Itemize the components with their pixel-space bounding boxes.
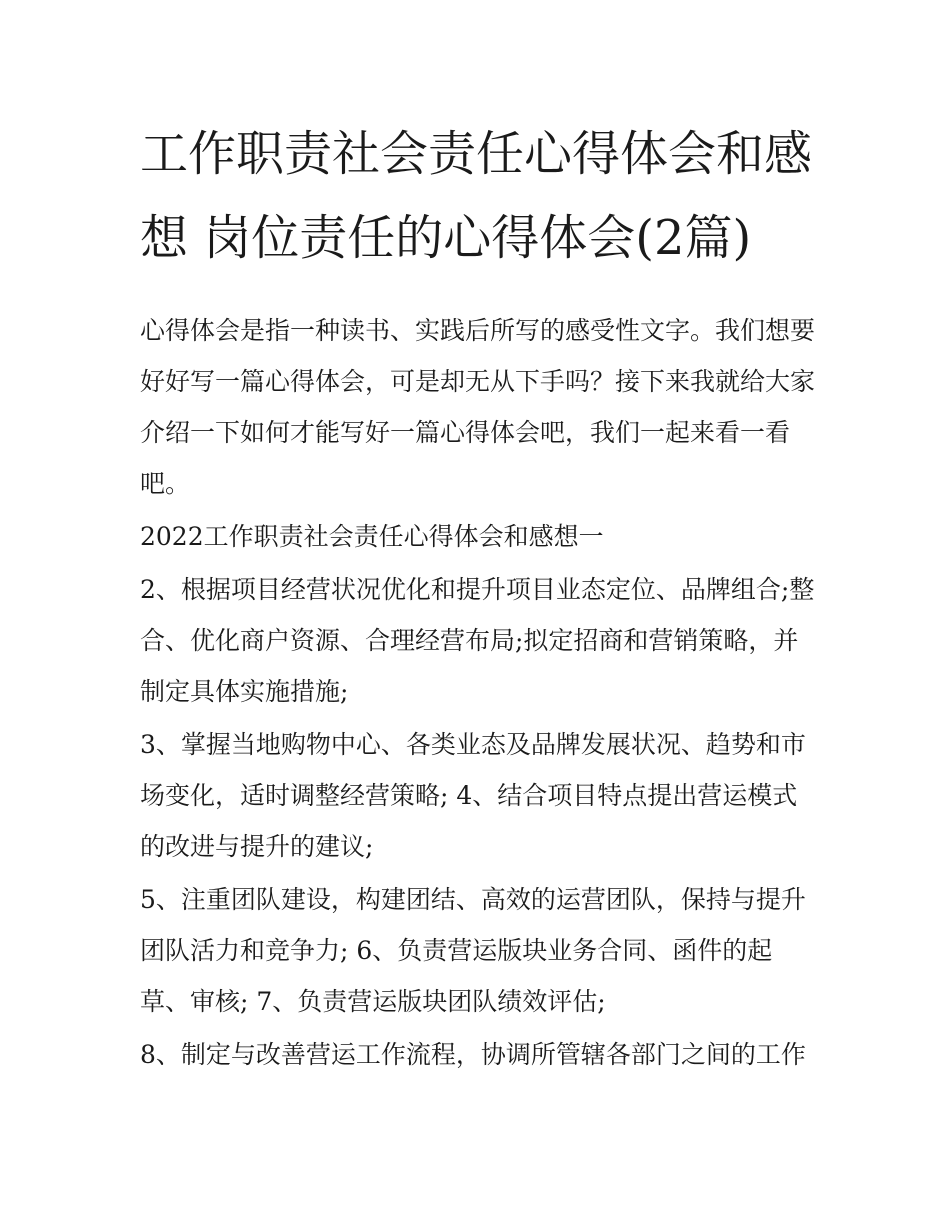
section-heading: 2022工作职责社会责任心得体会和感想一: [140, 522, 604, 551]
list-item-8: 8、制定与改善营运工作流程，协调所管辖各部门之间的工作: [140, 1040, 806, 1069]
document-title: 工作职责社会责任心得体会和感想 岗位责任的心得体会(2篇): [140, 126, 813, 266]
list-item-5-7: 5、注重团队建设，构建团结、高效的运营团队，保持与提升团队活力和竞争力; 6、负责营运版块业务合同、函件的起草、审核; 7、负责营运版块团队绩效评估;: [140, 885, 806, 1016]
document-page: [140, 112, 820, 1080]
list-item-3-4: 3、掌握当地购物中心、各类业态及品牌发展状况、趋势和市场变化，适时调整经营策略; 4、结合项目特点提出营运模式的改进与提升的建议;: [140, 730, 806, 861]
list-item-2: 2、根据项目经营状况优化和提升项目业态定位、品牌组合;整合、优化商户资源、合理经营布局;拟定招商和营销策略，并制定具体实施措施;: [140, 575, 815, 706]
intro-paragraph: 心得体会是指一种读书、实践后所写的感受性文字。我们想要好好写一篇心得体会，可是却无从下手吗？接下来我就给大家介绍一下如何才能写好一篇心得体会吧，我们一起来看一看吧。: [140, 316, 816, 498]
